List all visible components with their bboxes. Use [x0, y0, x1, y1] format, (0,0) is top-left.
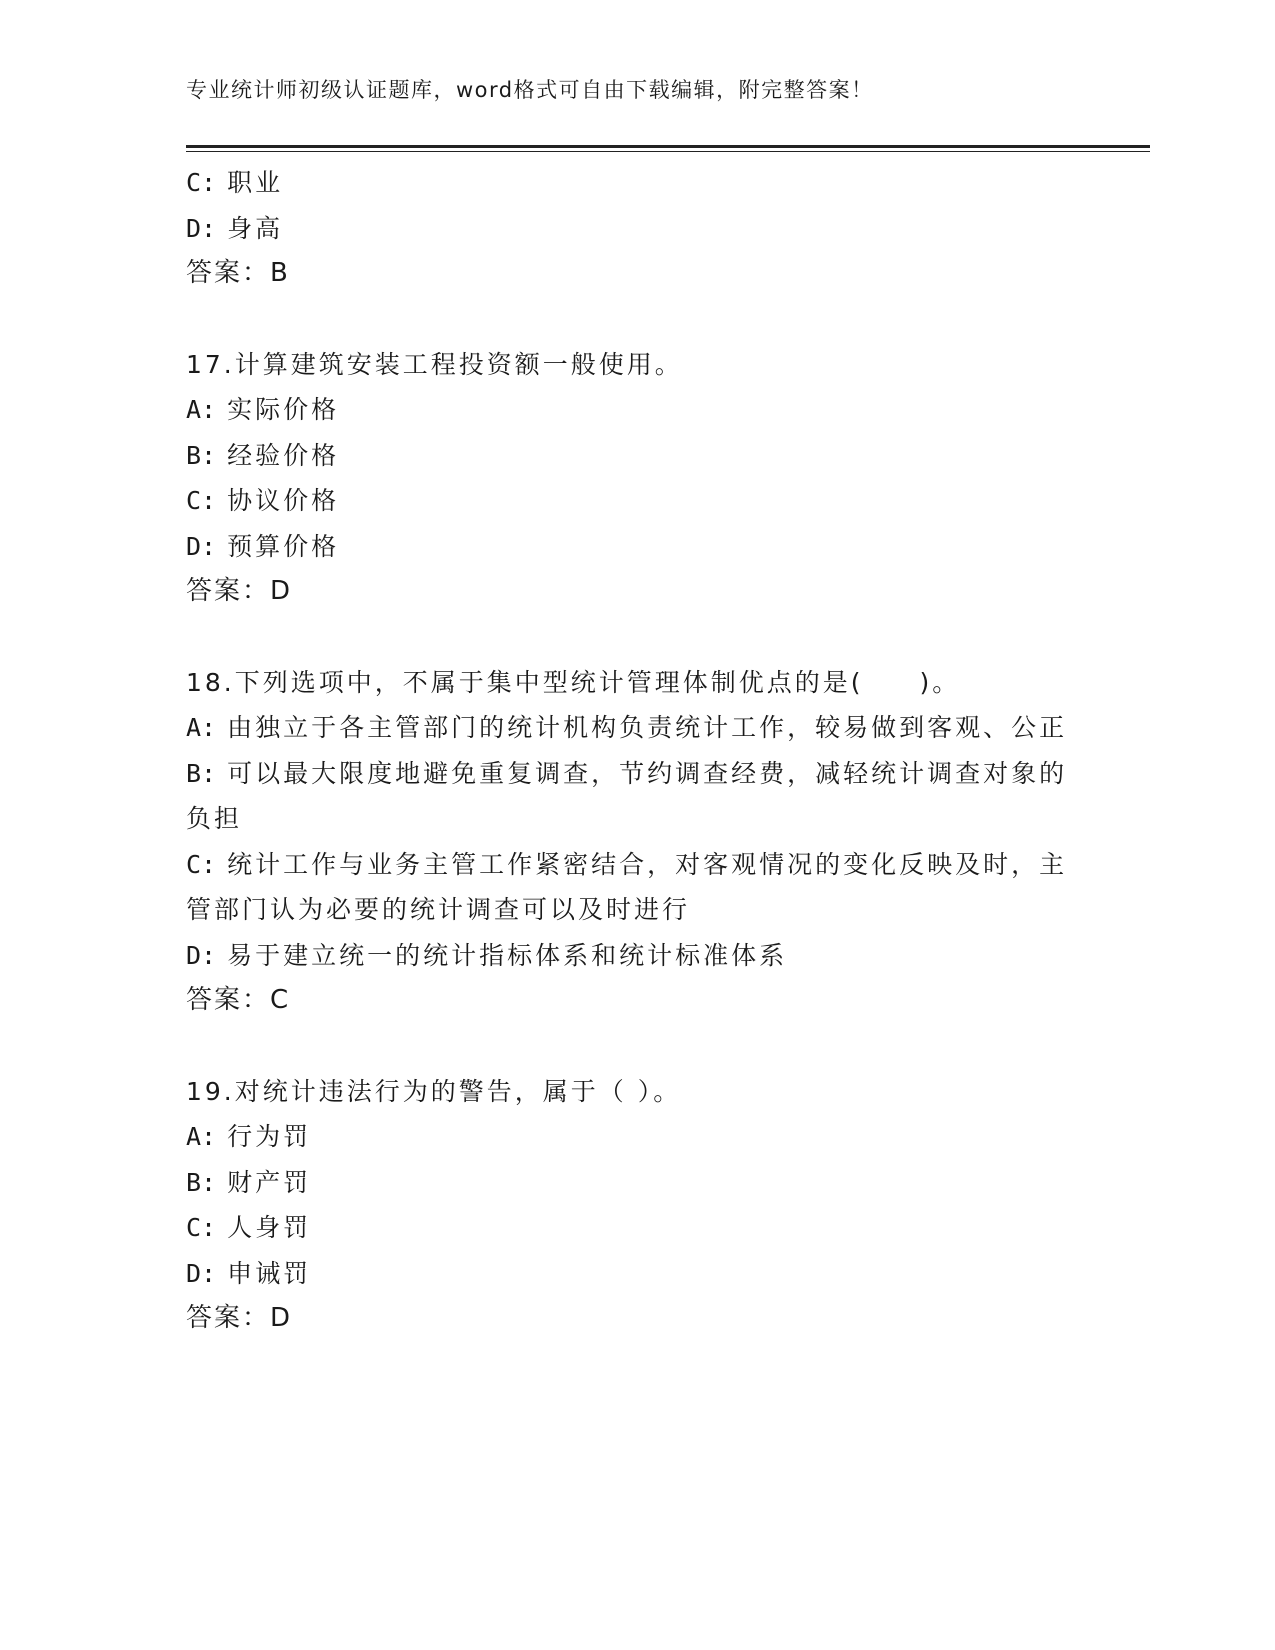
- option-c: [186, 1205, 1086, 1251]
- option-text: 由独立于各主管部门的统计机构负责统计工作，较易做到客观、公正: [227, 713, 1068, 742]
- option-c: [186, 160, 1086, 206]
- option-text: 人身罚: [227, 1213, 312, 1242]
- option-d: [186, 524, 1086, 570]
- answer: 答案：C: [186, 985, 291, 1015]
- option-d: [186, 933, 1086, 979]
- option-text: 身高: [227, 213, 284, 243]
- option-b: [186, 1160, 1086, 1206]
- option-text: 统计工作与业务主管工作紧密结合，对客观情况的变化反映及时，主管部门认为必要的统计调查可以及时进行: [186, 849, 1068, 924]
- option-letter: A:: [186, 713, 217, 742]
- partial-question: [186, 160, 1086, 297]
- option-c: [186, 842, 1086, 933]
- option-letter: A:: [186, 1122, 217, 1151]
- page-header: 专业统计师初级认证题库，word格式可自由下载编辑，附完整答案！: [186, 78, 874, 102]
- header-rule-thick: [186, 145, 1150, 148]
- option-letter: C:: [186, 1213, 217, 1242]
- answer: 答案：D: [186, 576, 293, 606]
- question-19: [186, 1069, 1086, 1342]
- spacer: [186, 1024, 1086, 1069]
- option-text: 财产罚: [227, 1167, 312, 1197]
- option-d: [186, 206, 1086, 252]
- question-18: [186, 660, 1086, 1024]
- option-text: 协议价格: [227, 486, 340, 515]
- option-a: [186, 387, 1086, 433]
- option-letter: C:: [186, 849, 217, 879]
- question-list: [186, 160, 1086, 1342]
- option-letter: C:: [186, 168, 217, 197]
- option-b: [186, 433, 1086, 479]
- option-letter: B:: [186, 440, 217, 470]
- option-letter: D:: [186, 1258, 217, 1288]
- question-stem: 19.对统计违法行为的警告，属于（ ）。: [186, 1076, 682, 1106]
- option-text: 实际价格: [227, 395, 340, 424]
- question-17: [186, 342, 1086, 615]
- answer: 答案：B: [186, 258, 290, 288]
- option-text: 预算价格: [227, 531, 340, 561]
- option-d: [186, 1251, 1086, 1297]
- question-stem: 17.计算建筑安装工程投资额一般使用。: [186, 349, 683, 379]
- option-text: 申诫罚: [227, 1258, 312, 1288]
- option-a: [186, 1114, 1086, 1160]
- option-text: 行为罚: [227, 1122, 312, 1151]
- option-a: [186, 705, 1086, 751]
- spacer: [186, 615, 1086, 660]
- answer: 答案：D: [186, 1303, 293, 1333]
- option-text: 可以最大限度地避免重复调查，节约调查经费，减轻统计调查对象的负担: [186, 758, 1068, 833]
- option-letter: B:: [186, 1167, 217, 1197]
- option-letter: D:: [186, 940, 217, 970]
- option-text: 易于建立统一的统计指标体系和统计标准体系: [227, 940, 788, 970]
- option-text: 职业: [227, 168, 284, 197]
- option-letter: A:: [186, 395, 217, 424]
- option-letter: B:: [186, 758, 217, 788]
- option-text: 经验价格: [227, 440, 340, 470]
- header-rule-thin: [186, 151, 1150, 152]
- option-c: [186, 478, 1086, 524]
- option-letter: D:: [186, 213, 217, 243]
- option-letter: D:: [186, 531, 217, 561]
- spacer: [186, 297, 1086, 342]
- option-b: [186, 751, 1086, 842]
- option-letter: C:: [186, 486, 217, 515]
- question-stem: 18.下列选项中，不属于集中型统计管理体制优点的是( )。: [186, 667, 961, 697]
